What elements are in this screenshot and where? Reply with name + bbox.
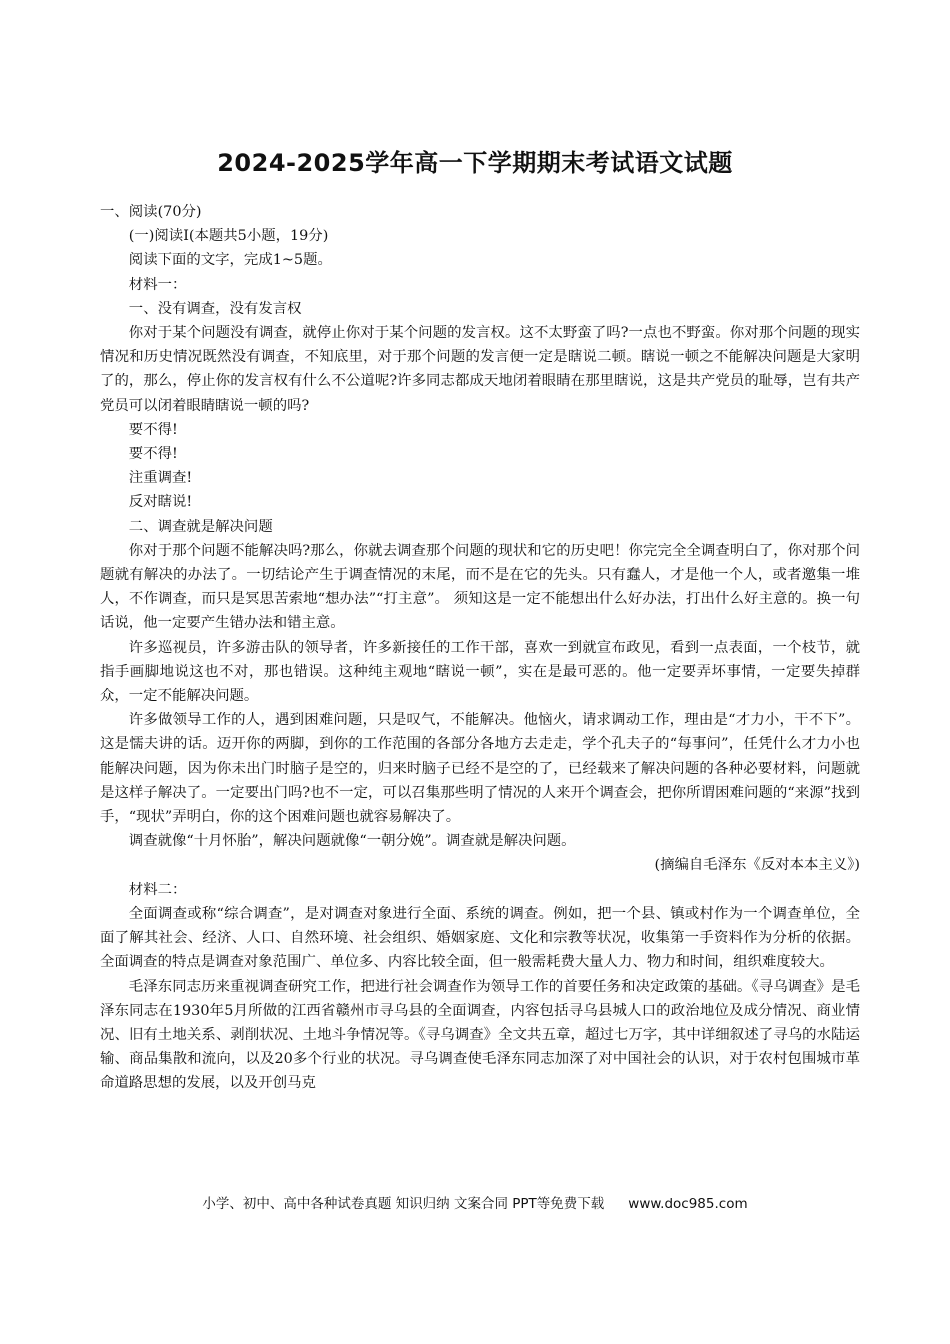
material1-label: 材料一：	[128, 276, 187, 293]
material1-paragraph-1: 你对于某个问题没有调查，就停止你对于某个问题的发言权。这不太野蛮了吗?一点也不野蛮。你对那个问题的现实情况和历史情况既然没有调查，不知底里，对于那个问题的发言便一定是瞎说二顿。瞎说一顿之不能解决问题是大家明了的，那么，停止你的发言权有什么不公道呢?许多同志都成天地闭着眼睛在那里瞎说，这是共产党员的耻辱，岂有共产党员可以闭着眼睛瞎说一顿的吗?	[100, 325, 860, 414]
material1-paragraph-2: 你对于那个问题不能解决吗?那么，你就去调查那个问题的现状和它的历史吧！你完完全全调查明白了，你对那个问题就有解决的办法了。一切结论产生于调查情况的末尾，而不是在它的先头。只有蠢人，才是他一个人，或者邀集一堆人，不作调查，而只是冥思苦索地“想办法”“打主意”。 须知这是一定不能想出什么好办法，打出什么好主意的。换一句话说，他一定要产生错办法和错主意。	[100, 542, 860, 632]
instruction-text: 阅读下面的文字，完成1~5题。	[128, 252, 332, 269]
material1-short-line-2: 要不得!	[128, 446, 178, 463]
material1-paragraph-5: 调查就像“十月怀胎”，解决问题就像“一朝分娩”。调查就是解决问题。	[128, 833, 576, 850]
subsection-heading: (一)阅读Ⅰ(本题共5小题，19分)	[128, 228, 329, 245]
material1-short-line-3: 注重调查!	[128, 470, 193, 487]
material1-source: (摘编自毛泽东《反对本本主义》)	[654, 857, 860, 874]
material1-heading-2: 二、调查就是解决问题	[128, 518, 273, 535]
page-footer	[0, 1192, 950, 1212]
document-title: 2024-2025学年高一下学期期末考试语文试题	[217, 149, 733, 177]
footer-text: 小学、初中、高中各种试卷真题 知识归纳 文案合同 PPT等免费下载	[202, 1196, 605, 1212]
material1-heading-1: 一、没有调查，没有发言权	[128, 300, 302, 317]
material1-short-line-1: 要不得!	[128, 421, 178, 438]
material1-short-line-4: 反对瞎说!	[128, 494, 193, 511]
material2-paragraph-1: 全面调查或称“综合调查”，是对调查对象进行全面、系统的调查。例如，把一个县、镇或村作为一个调查单位，全面了解其社会、经济、人口、自然环境、社会组织、婚姻家庭、文化和宗教等状况，收集第一手资料作为分析的依据。全面调查的特点是调查对象范围广、单位多、内容比较全面，但一般需耗费大量人力、物力和时间，组织难度较大。	[100, 905, 860, 971]
material2-paragraph-2: 毛泽东同志历来重视调查研究工作，把进行社会调查作为领导工作的首要任务和决定政策的基础。《寻乌调查》是毛泽东同志在1930年5月所做的江西省赣州市寻乌县的全面调查，内容包括寻乌县城人口的政治地位及成分情况、商业情况、旧有土地关系、剥削状况、土地斗争情况等。《寻乌调查》全文共五章，超过七万字，其中详细叙述了寻乌的水陆运输、商品集散和流向，以及20多个行业的状况。寻乌调查使毛泽东同志加深了对中国社会的认识，对于农村包围城市革命道路思想的发展，以及开创马克	[100, 978, 860, 1092]
material1-paragraph-4: 许多做领导工作的人，遇到困难问题，只是叹气，不能解决。他恼火，请求调动工作，理由是“才力小，干不下”。这是懦夫讲的话。迈开你的两脚，到你的工作范围的各部分各地方去走走，学个孔夫子的“每事问”，任凭什么才力小也能解决问题，因为你未出门时脑子是空的，归来时脑子已经不是空的了，已经载来了解决问题的各种必要材料，问题就是这样子解决了。一定要出门吗?也不一定，可以召集那些明了情况的人来开个调查会，把你所谓困难问题的“来源”找到手，“现状”弄明白，你的这个困难问题也就容易解决了。	[100, 712, 860, 826]
material1-paragraph-3: 许多巡视员，许多游击队的领导者，许多新接任的工作干部，喜欢一到就宣布政见，看到一点表面，一个枝节，就指手画脚地说这也不对，那也错误。这种纯主观地“瞎说一顿”，实在是最可恶的。他一定要弄坏事情，一定要失掉群众，一定不能解决问题。	[100, 639, 860, 705]
footer-url[interactable]: www.doc985.com	[628, 1196, 748, 1212]
document-body	[100, 200, 860, 1096]
material2-label: 材料二：	[128, 881, 187, 898]
section-heading: 一、阅读(70分)	[100, 204, 202, 220]
